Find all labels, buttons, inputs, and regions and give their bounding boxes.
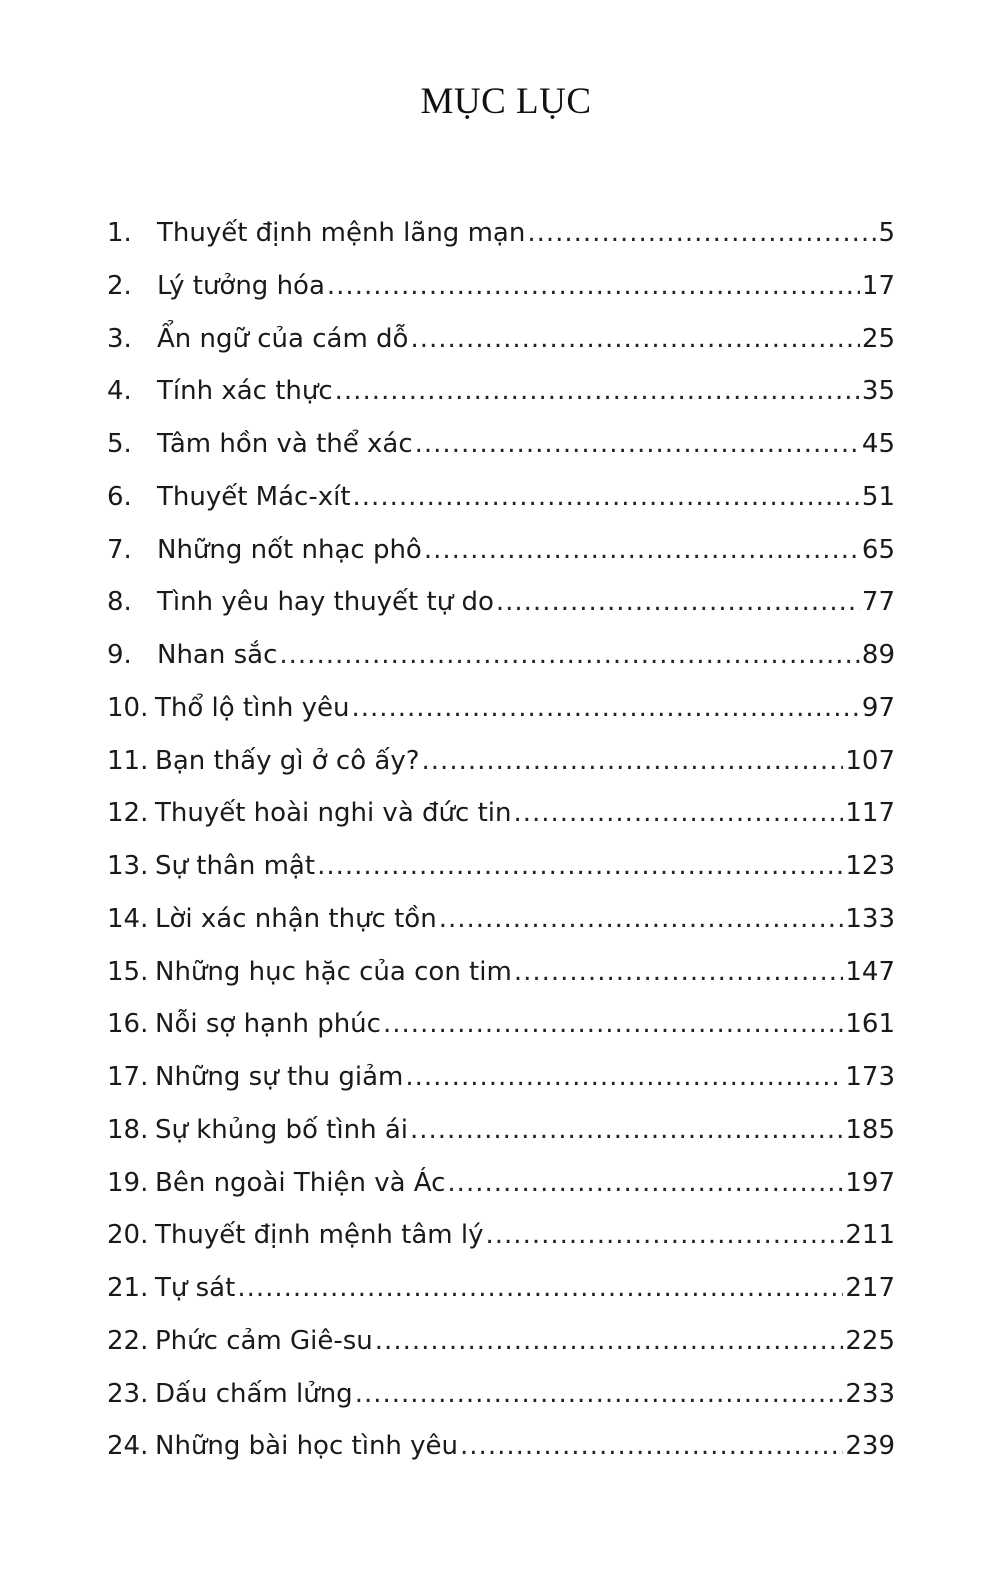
toc-entry[interactable] <box>107 587 895 640</box>
toc-entry[interactable] <box>107 429 895 482</box>
dot-leader <box>486 1220 844 1250</box>
entry-page-number: 161 <box>845 1009 895 1040</box>
entry-page-number: 117 <box>845 798 895 829</box>
entry-page-number: 65 <box>861 534 895 565</box>
entry-number: 6. <box>107 481 132 512</box>
entry-title: Tự sát <box>155 1273 236 1303</box>
toc-entry[interactable] <box>107 376 895 429</box>
toc-entry[interactable] <box>107 1220 895 1273</box>
entry-number: 7. <box>107 534 132 565</box>
toc-entry[interactable] <box>107 1009 895 1062</box>
toc-entry[interactable] <box>107 957 895 1010</box>
toc-entry[interactable] <box>107 1273 895 1326</box>
toc-entry[interactable] <box>107 1062 895 1115</box>
entry-page-number: 17 <box>861 270 895 301</box>
entry-title: Sự thân mật <box>155 851 316 881</box>
entry-title: Thuyết định mệnh tâm lý <box>155 1220 484 1251</box>
dot-leader <box>447 1168 843 1198</box>
entry-number: 10. <box>107 692 149 723</box>
entry-page-number: 217 <box>845 1273 895 1303</box>
entry-title: Nhan sắc <box>157 640 278 670</box>
dot-leader <box>237 1273 843 1303</box>
entry-number: 4. <box>107 376 132 407</box>
toc-entry[interactable] <box>107 746 895 799</box>
entry-number: 21. <box>107 1273 149 1303</box>
entry-page-number: 211 <box>845 1220 895 1251</box>
entry-title: Thổ lộ tình yêu <box>155 692 350 723</box>
entry-page-number: 225 <box>845 1325 895 1356</box>
entry-number: 18. <box>107 1114 149 1145</box>
entry-title: Nỗi sợ hạnh phúc <box>155 1009 381 1040</box>
entry-page-number: 123 <box>845 851 895 881</box>
dot-leader <box>496 587 860 617</box>
entry-page-number: 77 <box>861 587 895 618</box>
page-title: MỤC LỤC <box>420 81 592 122</box>
entry-title: Những nốt nhạc phô <box>157 534 422 565</box>
toc-entry[interactable] <box>107 324 895 377</box>
entry-page-number: 45 <box>861 429 895 459</box>
entry-number: 2. <box>107 270 132 301</box>
entry-title: Ẩn ngữ của cám dỗ <box>157 323 409 354</box>
entry-title: Thuyết hoài nghi và đức tin <box>155 798 512 829</box>
entry-title: Phức cảm Giê-su <box>155 1325 373 1356</box>
entry-title: Những hục hặc của con tim <box>155 956 512 987</box>
toc-entry[interactable] <box>107 482 895 535</box>
entry-page-number: 173 <box>845 1062 895 1092</box>
entry-page-number: 107 <box>845 745 895 776</box>
toc-entry[interactable] <box>107 271 895 324</box>
entry-title: Sự khủng bố tình ái <box>155 1114 408 1145</box>
entry-page-number: 89 <box>861 640 895 670</box>
toc-entry[interactable] <box>107 1431 895 1484</box>
entry-title: Thuyết Mác-xít <box>157 481 351 512</box>
entry-title: Những sự thu giảm <box>155 1062 404 1092</box>
entry-number: 22. <box>107 1325 149 1356</box>
entry-title: Tính xác thực <box>157 376 333 407</box>
entry-page-number: 25 <box>861 323 895 354</box>
toc-entry[interactable] <box>107 1326 895 1379</box>
dot-leader <box>439 904 844 934</box>
toc-entry[interactable] <box>107 218 895 271</box>
entry-title: Thuyết định mệnh lãng mạn <box>157 218 526 248</box>
toc-entry[interactable] <box>107 1379 895 1432</box>
entry-title: Lý tưởng hóa <box>157 270 325 301</box>
entry-number: 1. <box>107 218 132 248</box>
entry-title: Bên ngoài Thiện và Ác <box>155 1167 446 1198</box>
entry-number: 19. <box>107 1167 149 1198</box>
entry-number: 11. <box>107 745 149 776</box>
entry-page-number: 35 <box>861 376 895 407</box>
dot-leader <box>513 798 843 828</box>
entry-title: Tâm hồn và thể xác <box>157 429 413 459</box>
entry-number: 9. <box>107 640 132 670</box>
dot-leader <box>415 429 860 459</box>
entry-title: Dấu chấm lửng <box>155 1378 353 1409</box>
entry-page-number: 97 <box>861 692 895 723</box>
dot-leader <box>375 1326 844 1356</box>
dot-leader <box>410 324 859 354</box>
dot-leader <box>383 1009 843 1039</box>
dot-leader <box>405 1062 843 1092</box>
table-of-contents <box>107 218 895 1484</box>
dot-leader <box>424 535 860 565</box>
entry-number: 15. <box>107 956 149 987</box>
toc-entry[interactable] <box>107 904 895 957</box>
entry-page-number: 197 <box>845 1167 895 1198</box>
entry-title: Bạn thấy gì ở cô ấy? <box>155 745 420 776</box>
entry-number: 13. <box>107 851 149 881</box>
dot-leader <box>279 640 860 670</box>
toc-entry[interactable] <box>107 1115 895 1168</box>
toc-entry[interactable] <box>107 640 895 693</box>
entry-title: Lời xác nhận thực tồn <box>155 903 437 934</box>
entry-page-number: 5 <box>878 218 895 248</box>
dot-leader <box>355 1379 844 1409</box>
entry-page-number: 239 <box>845 1431 895 1462</box>
dot-leader <box>317 851 843 881</box>
dot-leader <box>460 1431 843 1461</box>
entry-number: 17. <box>107 1062 149 1092</box>
toc-entry[interactable] <box>107 851 895 904</box>
entry-number: 16. <box>107 1009 149 1040</box>
entry-page-number: 147 <box>845 956 895 987</box>
entry-number: 14. <box>107 903 149 934</box>
entry-number: 5. <box>107 429 132 459</box>
dot-leader <box>327 271 860 301</box>
dot-leader <box>353 482 860 512</box>
entry-number: 3. <box>107 323 132 354</box>
entry-number: 12. <box>107 798 149 829</box>
dot-leader <box>410 1115 843 1145</box>
entry-page-number: 133 <box>845 903 895 934</box>
entry-page-number: 233 <box>845 1378 895 1409</box>
toc-entry[interactable] <box>107 693 895 746</box>
dot-leader <box>351 693 859 723</box>
entry-title: Tình yêu hay thuyết tự do <box>157 587 494 618</box>
entry-page-number: 51 <box>861 481 895 512</box>
toc-entry[interactable] <box>107 1168 895 1221</box>
dot-leader <box>514 957 844 987</box>
dot-leader <box>527 218 876 248</box>
dot-leader <box>335 376 860 406</box>
entry-title: Những bài học tình yêu <box>155 1431 459 1462</box>
toc-entry[interactable] <box>107 798 895 851</box>
dot-leader <box>422 746 844 776</box>
entry-number: 8. <box>107 587 132 618</box>
entry-number: 24. <box>107 1431 149 1462</box>
entry-number: 20. <box>107 1220 149 1251</box>
entry-number: 23. <box>107 1378 149 1409</box>
entry-page-number: 185 <box>845 1114 895 1145</box>
toc-entry[interactable] <box>107 535 895 588</box>
